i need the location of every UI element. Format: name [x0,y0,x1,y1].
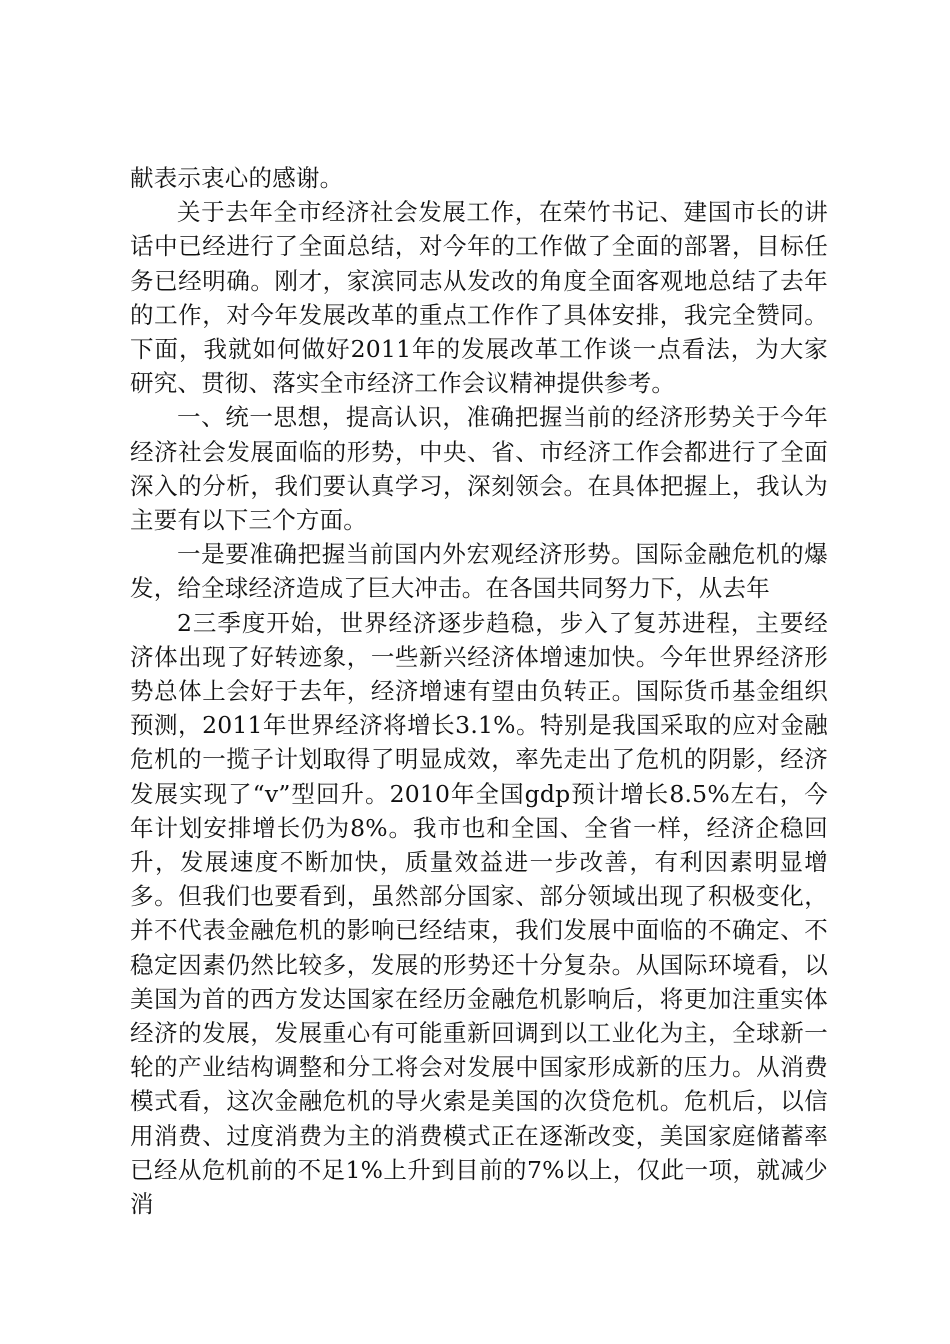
paragraph-2: 关于去年全市经济社会发展工作，在荣竹书记、建国市长的讲话中已经进行了全面总结，对今年的工作做了全面的部署，目标任务已经明确。刚才，家滨同志从发改的角度全面客观地总结了去年的工作，对今年发展改革的重点工作作了具体安排，我完全赞同。下面，我就如何做好2011年的发展改革工作谈一点看法，为大家研究、贯彻、落实全市经济工作会议精神提供参考。 [130,198,828,398]
paragraph-5: 2三季度开始，世界经济逐步趋稳，步入了复苏进程，主要经济体出现了好转迹象，一些新兴经济体增速加快。今年世界经济形势总体上会好于去年，经济增速有望由负转正。国际货币基金组织预测，2011年世界经济将增长3.1%。特别是我国采取的应对金融危机的一揽子计划取得了明显成效，率先走出了危机的阴影，经济发展实现了“v”型回升。2010年全国gdp预计增长8.5%左右，今年计划安排增长仍为8%。我市也和全国、全省一样，经济企稳回升，发展速度不断加快，质量效益进一步改善，有利因素明显增多。但我们也要看到，虽然部分国家、部分领域出现了积极变化，并不代表金融危机的影响已经结束，我们发展中面临的不确定、不稳定因素仍然比较多，发展的形势还十分复杂。从国际环境看，以美国为首的西方发达国家在经历金融危机影响后，将更加注重实体经济的发展，发展重心有可能重新回调到以工业化为主，全球新一轮的产业结构调整和分工将会对发展中国家形成新的压力。从消费模式看，这次金融危机的导火索是美国的次贷危机。危机后，以信用消费、过度消费为主的消费模式正在逐渐改变，美国家庭储蓄率已经从危机前的不足1%上升到目前的7%以上，仅此一项，就减少消 [130,608,828,1219]
paragraph-4: 一是要准确把握当前国内外宏观经济形势。国际金融危机的爆发，给全球经济造成了巨大冲击。在各国共同努力下，从去年 [130,540,828,603]
paragraph-1: 献表示衷心的感谢。 [130,164,344,192]
document-body [130,161,828,1221]
paragraph-3: 一、统一思想，提高认识，准确把握当前的经济形势关于今年经济社会发展面临的形势，中央、省、市经济工作会都进行了全面深入的分析，我们要认真学习，深刻领会。在具体把握上，我认为主要有以下三个方面。 [130,403,828,535]
